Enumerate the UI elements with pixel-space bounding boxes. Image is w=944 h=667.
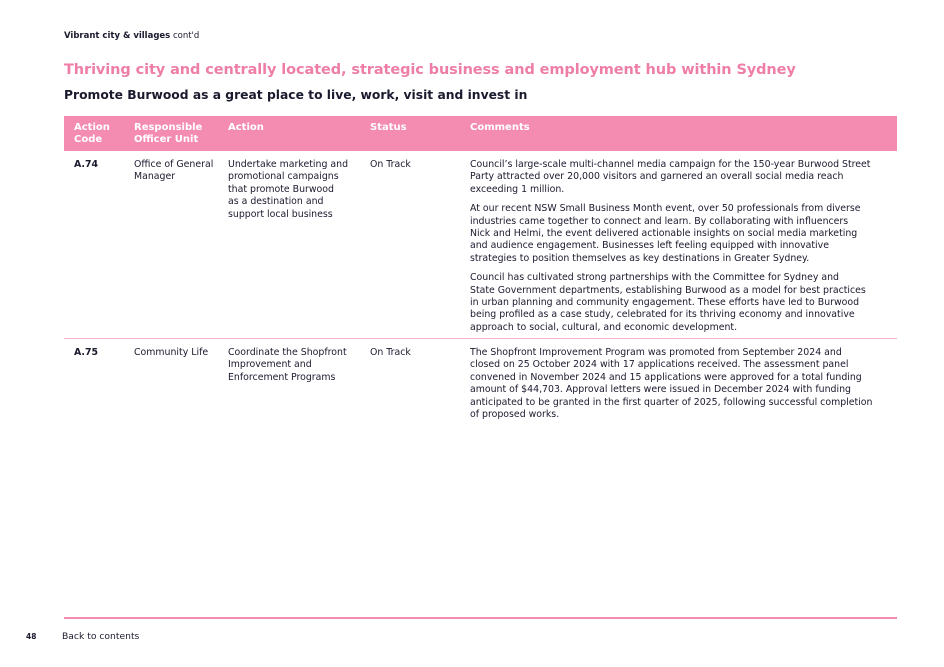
comment-line: of proposed works. — [470, 409, 560, 421]
comment-paragraph — [470, 272, 900, 334]
page-number: 48 — [26, 632, 37, 641]
header-action-code — [74, 122, 110, 146]
header-comments: Comments — [470, 122, 530, 133]
actions-table — [64, 116, 897, 429]
header-action: Action — [228, 122, 264, 133]
header-officer-line1: Responsible — [134, 122, 203, 133]
table-row — [64, 151, 897, 339]
comment-line: Party attracted over 20,000 visitors and garnered an overall social media reach — [470, 171, 844, 183]
back-to-contents-link[interactable]: Back to contents — [62, 631, 140, 642]
comment-line: approach to social, cultural, and economic development. — [470, 321, 738, 333]
breadcrumb — [64, 31, 199, 41]
comment-line: closed on 25 October 2024 with 17 applications received. The assessment panel — [470, 359, 849, 371]
comments — [470, 159, 900, 341]
comment-line: in urban planning and community engagement. These efforts have led to Burwood — [470, 297, 860, 309]
action-line: as a destination and — [228, 196, 324, 208]
action-line: support local business — [228, 208, 333, 220]
comment-line: exceeding 1 million. — [470, 183, 565, 195]
officer-line: Community Life — [134, 347, 209, 358]
comment-line: At our recent NSW Small Business Month event, over 50 professionals from diverse — [470, 203, 861, 215]
footer-divider — [64, 617, 897, 619]
officer-line: Manager — [134, 171, 176, 183]
comment-line: Council has cultivated strong partnerships with the Committee for Sydney and — [470, 272, 840, 284]
header-code-line1: Action — [74, 122, 110, 133]
comment-line: amount of $44,703. Approval letters were issued in December 2024 with funding — [470, 384, 851, 396]
status: On Track — [370, 347, 411, 358]
comment-line: anticipated to be granted in the first quarter of 2025, following successful completion — [470, 396, 873, 408]
comment-line: industries came together to connect and learn. By collaborating with influencers — [470, 215, 849, 227]
action-line: that promote Burwood — [228, 183, 334, 195]
comment-line: and audience engagement. Businesses left feeling equipped with innovative — [470, 240, 829, 252]
action-line: Improvement and — [228, 359, 312, 371]
action-description — [228, 159, 363, 221]
status: On Track — [370, 159, 411, 170]
comment-line: convened in November 2024 and 15 applications were approved for a total funding — [470, 371, 862, 383]
header-officer-unit — [134, 122, 226, 146]
action-code: A.75 — [74, 347, 99, 358]
action-line: promotional campaigns — [228, 171, 339, 183]
action-description — [228, 347, 363, 384]
comment-paragraph — [470, 347, 900, 421]
action-code: A.74 — [74, 159, 99, 170]
table-header — [64, 116, 897, 151]
breadcrumb-suffix: cont'd — [172, 31, 200, 41]
page-title: Thriving city and centrally located, strategic business and employment hub within Sydney — [64, 62, 796, 78]
action-line: Coordinate the Shopfront — [228, 347, 347, 358]
header-code-line2: Code — [74, 134, 103, 145]
breadcrumb-section: Vibrant city & villages — [64, 31, 171, 41]
action-line: Enforcement Programs — [228, 371, 336, 383]
table-row — [64, 339, 897, 429]
comment-paragraph — [470, 159, 900, 196]
header-officer-line2: Officer Unit — [134, 134, 199, 145]
page-subtitle: Promote Burwood as a great place to live, work, visit and invest in — [64, 88, 528, 102]
comments — [470, 347, 900, 428]
comment-line: State Government departments, establishing Burwood as a model for best practices — [470, 284, 866, 296]
comment-line: Council’s large-scale multi-channel media campaign for the 150-year Burwood Street — [470, 159, 871, 170]
responsible-officer-unit — [134, 347, 226, 359]
comment-paragraph — [470, 203, 900, 265]
comment-line: The Shopfront Improvement Program was promoted from September 2024 and — [470, 347, 842, 358]
comment-line: strategies to position themselves as key destinations in Greater Sydney. — [470, 252, 810, 264]
action-line: Undertake marketing and — [228, 159, 349, 170]
responsible-officer-unit — [134, 159, 226, 184]
officer-line: Office of General — [134, 159, 214, 170]
comment-line: Nick and Helmi, the event delivered actionable insights on social media marketing — [470, 228, 858, 240]
header-status: Status — [370, 122, 407, 133]
comment-line: being profiled as a case study, celebrated for its thriving economy and innovative — [470, 309, 855, 321]
